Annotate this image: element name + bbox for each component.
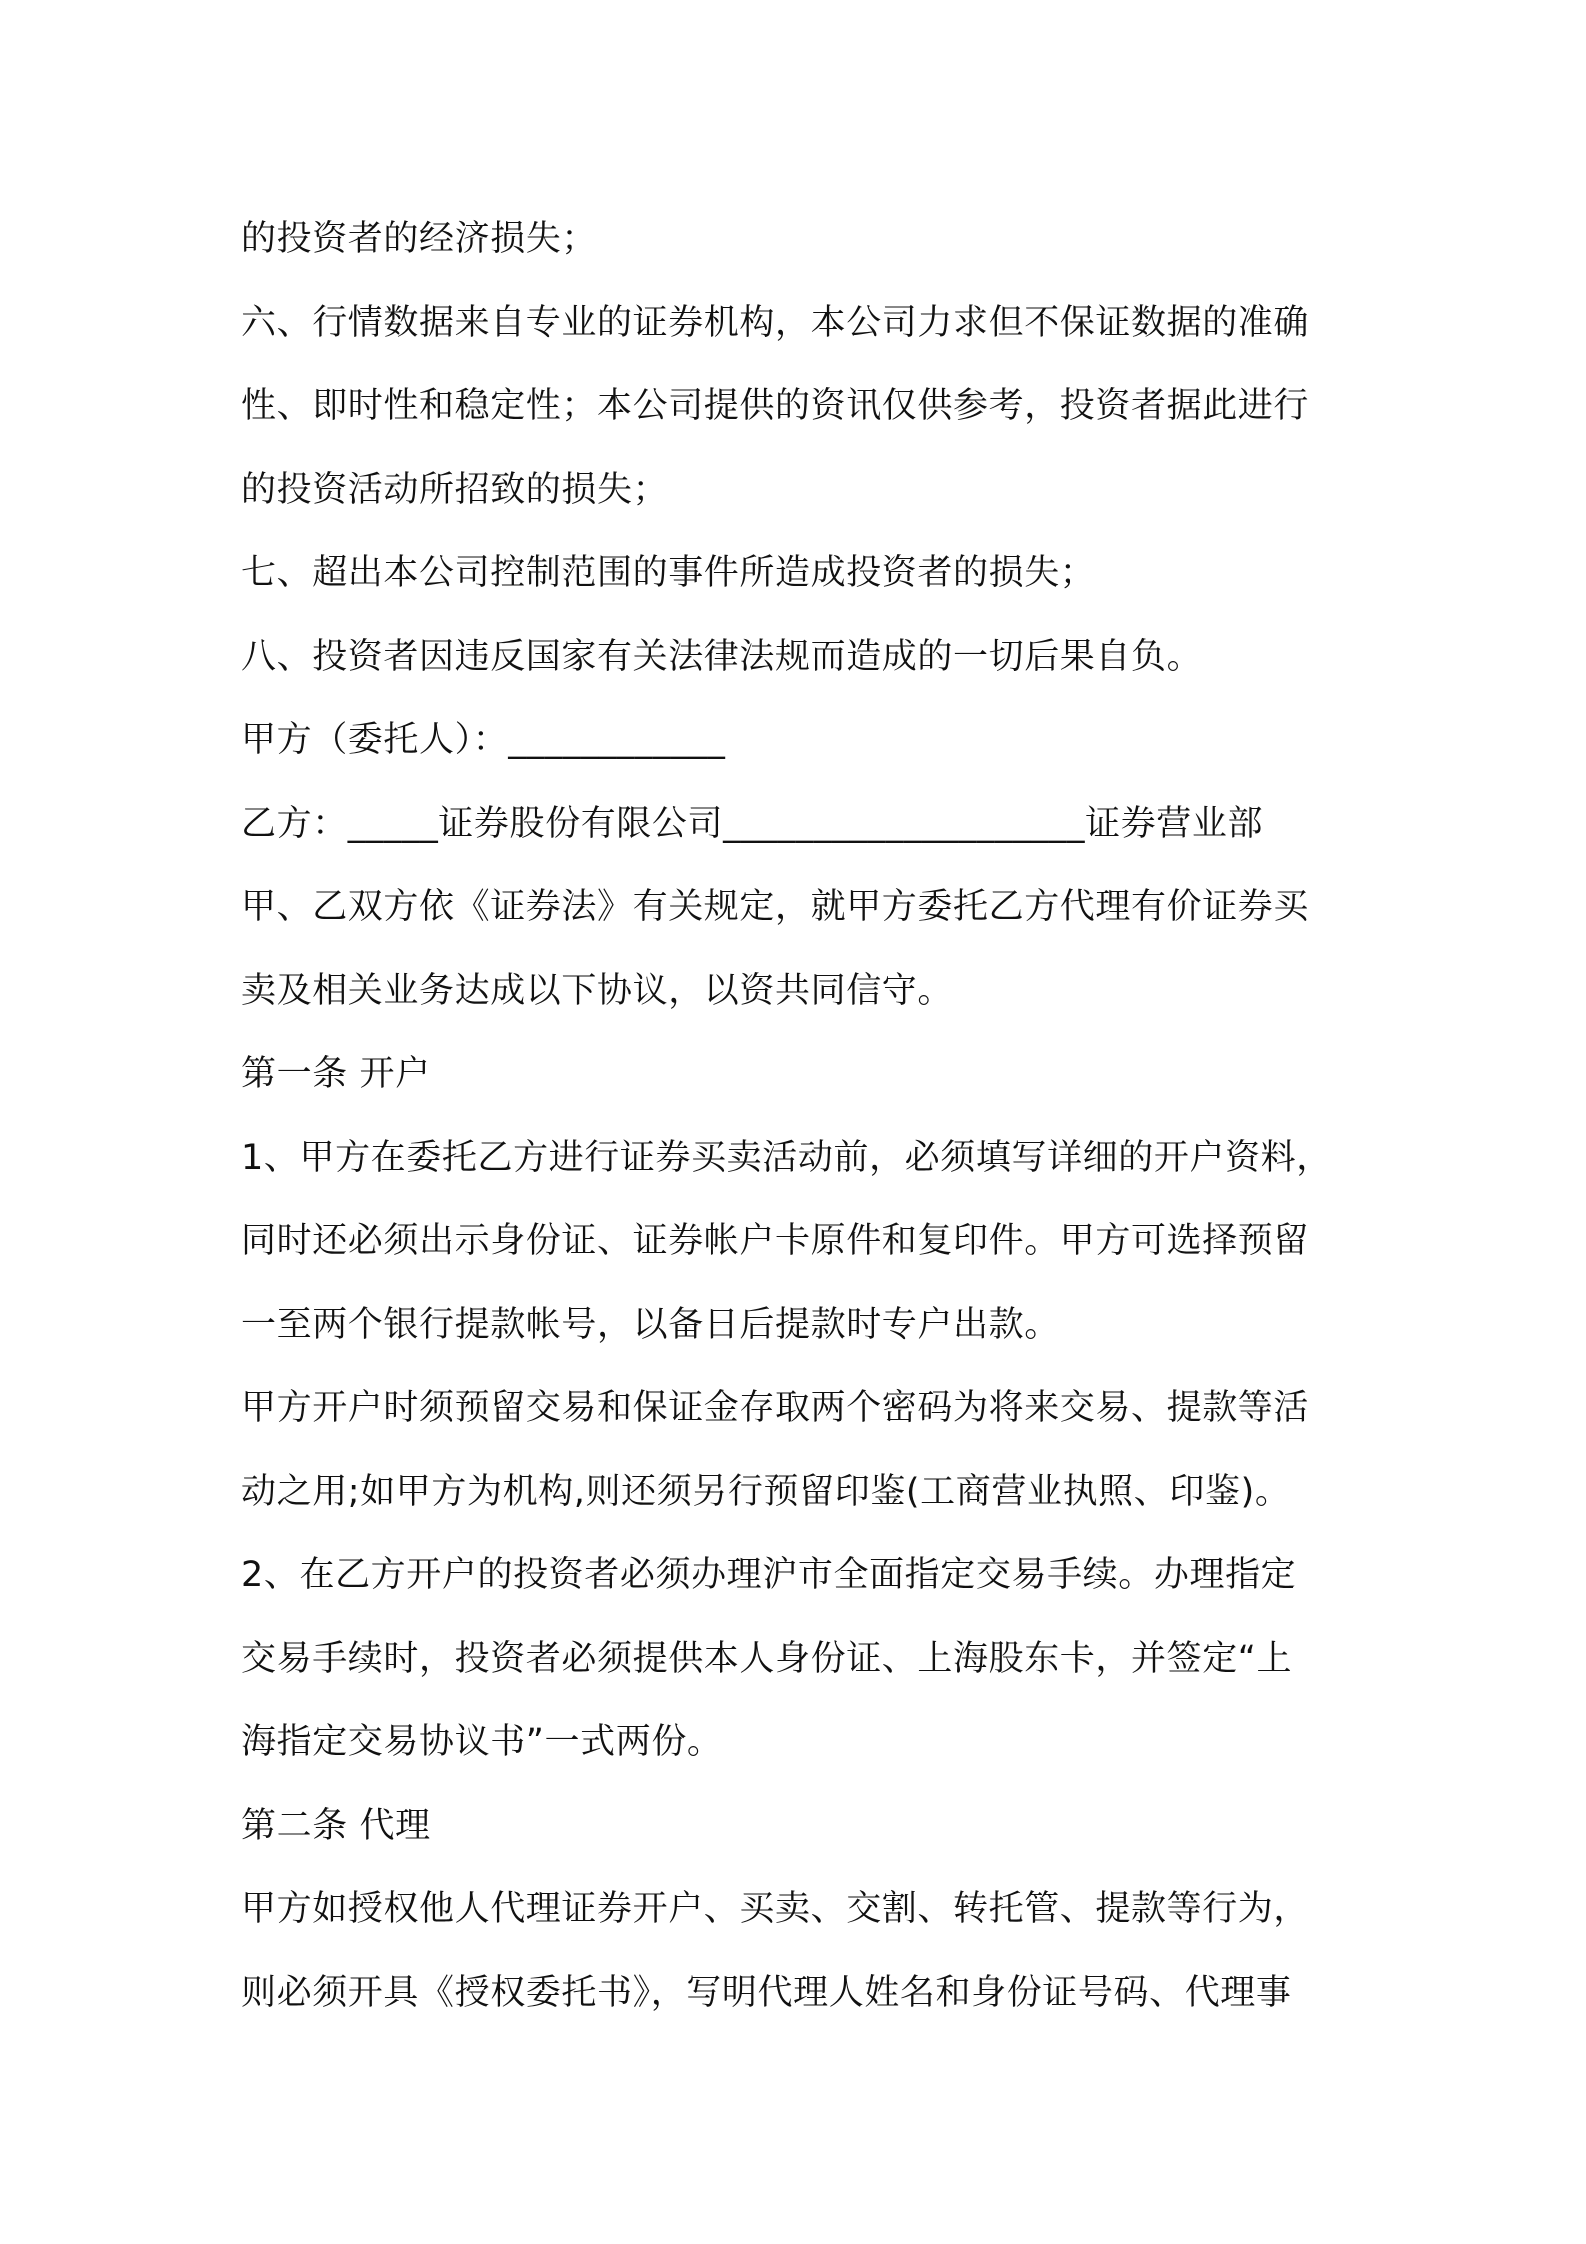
text-line: 七、超出本公司控制范围的事件所造成投资者的损失； — [241, 553, 1096, 593]
text-line: 甲方如授权他人代理证券开户、买卖、交割、转托管、提款等行为， — [241, 1889, 1310, 1929]
text-line: 八、投资者因违反国家有关法律法规而造成的一切后果自负。 — [241, 636, 1203, 677]
article-heading: 第一条 开户 — [241, 1054, 431, 1094]
party-a-line: 甲方（委托人）：____________ — [241, 720, 726, 760]
party-b-line: 乙方：_____证券股份有限公司____________________证券营业部 — [241, 803, 1264, 844]
text-line: 1、甲方在委托乙方进行证券买卖活动前，必须填写详细的开户资料， — [241, 1137, 1332, 1178]
text-line: 甲方开户时须预留交易和保证金存取两个密码为将来交易、提款等活 — [241, 1388, 1310, 1428]
text-line: 交易手续时，投资者必须提供本人身份证、上海股东卡，并签定“上 — [241, 1638, 1293, 1679]
text-line: 甲、乙双方依《证券法》有关规定，就甲方委托乙方代理有价证券买 — [241, 887, 1310, 927]
text-line: 则必须开具《授权委托书》，写明代理人姓名和身份证号码、代理事 — [241, 1972, 1292, 2013]
article-heading: 第二条 代理 — [241, 1805, 431, 1846]
text-line: 海指定交易协议书”一式两份。 — [241, 1722, 723, 1762]
text-line: 动之用;如甲方为机构,则还须另行预留印鉴(工商营业执照、印鉴)。 — [241, 1471, 1291, 1512]
text-line: 同时还必须出示身份证、证券帐户卡原件和复印件。甲方可选择预留 — [241, 1221, 1310, 1261]
document-body — [241, 198, 1361, 2035]
text-line: 的投资活动所招致的损失； — [241, 469, 669, 510]
text-line: 六、行情数据来自专业的证券机构，本公司力求但不保证数据的准确 — [241, 302, 1310, 343]
text-line: 卖及相关业务达成以下协议，以资共同信守。 — [241, 970, 954, 1011]
text-line: 2、在乙方开户的投资者必须办理沪市全面指定交易手续。办理指定 — [241, 1555, 1297, 1595]
text-line: 一至两个银行提款帐号，以备日后提款时专户出款。 — [241, 1304, 1060, 1345]
text-line: 的投资者的经济损失； — [241, 219, 598, 259]
text-line: 性、即时性和稳定性；本公司提供的资讯仅供参考，投资者据此进行 — [241, 386, 1310, 426]
